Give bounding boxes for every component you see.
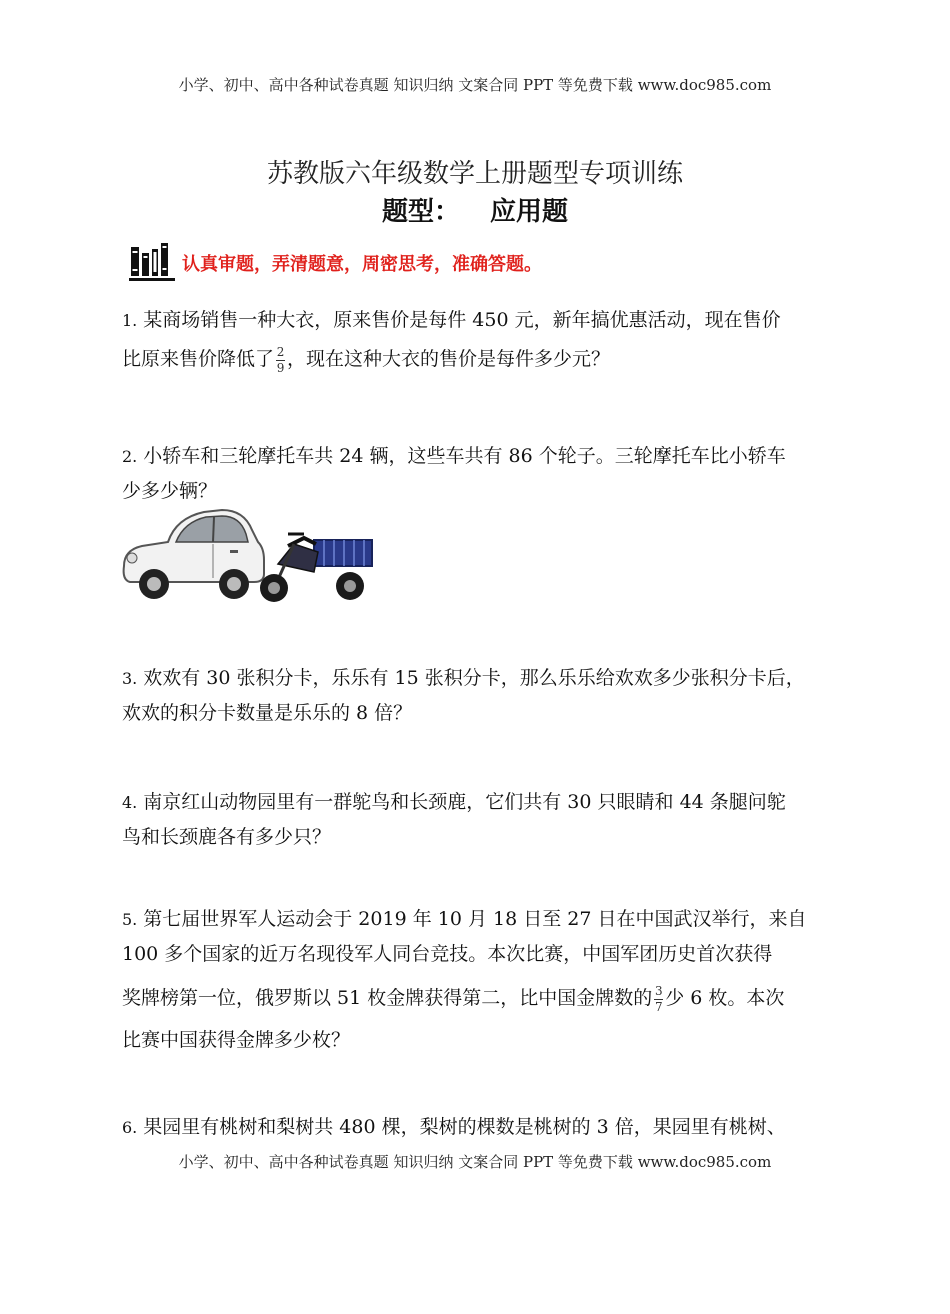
question-text: 南京红山动物园里有一群鸵鸟和长颈鹿，它们共有 30 只眼睛和 44 条腿问鸵 [143,791,786,813]
question-line [122,661,834,696]
question-line [122,981,834,1015]
tricycle-image [260,534,372,602]
question-text: ，现在这种大衣的售价是每件多少元？ [287,348,611,370]
page-header: 小学、初中、高中各种试卷真题 知识归纳 文案合同 PPT 等免费下载 www.doc985.com [178,76,772,94]
question-2 [122,439,834,508]
question-5 [122,902,834,1057]
question-number: 5. [122,910,138,929]
question-number: 4. [122,793,138,812]
question-line [122,303,834,338]
subtitle-label: 题型： [381,197,460,227]
question-text: 奖牌榜第一位，俄罗斯以 51 枚金牌获得第二，比中国金牌数的 [122,987,653,1009]
question-number: 3. [122,669,138,688]
question-6 [122,1110,834,1145]
books-icon [128,238,176,282]
question-1 [122,303,834,376]
fraction-denominator: 7 [654,999,663,1014]
question-text: 第七届世界军人运动会于 2019 年 10 月 18 日至 27 日在中国武汉举行，来自 [143,908,807,930]
car-image [124,510,264,599]
question-text: 欢欢有 30 张积分卡，乐乐有 15 张积分卡，那么乐乐给欢欢多少张积分卡后， [143,667,805,689]
subtitle-value: 应用题 [490,197,569,227]
question-text: 果园里有桃树和梨树共 480 棵，梨树的棵数是桃树的 3 倍，果园里有桃树、 [143,1116,786,1138]
question-4 [122,785,834,854]
question-line: 欢欢的积分卡数量是乐乐的 8 倍？ [122,702,413,724]
page-footer: 小学、初中、高中各种试卷真题 知识归纳 文案合同 PPT 等免费下载 www.doc985.com [178,1153,772,1171]
question-line [122,902,834,937]
question-line [122,785,834,820]
page-subtitle [0,191,950,228]
fraction-numerator: 3 [654,983,663,998]
vehicles-illustration [118,500,374,608]
question-text: 少 6 枚。本次 [665,987,785,1009]
question-text: 比原来售价降低了 [122,348,275,370]
question-line: 比赛中国获得金牌多少枚？ [122,1029,351,1051]
fraction-numerator: 2 [276,344,285,359]
question-line [122,1110,834,1145]
question-number: 6. [122,1118,138,1137]
question-line [122,342,834,376]
question-number: 2. [122,447,138,466]
question-number: 1. [122,311,138,330]
question-3 [122,661,834,730]
fraction [276,346,285,375]
question-line: 鸟和长颈鹿各有多少只？ [122,826,332,848]
question-text: 小轿车和三轮摩托车共 24 辆，这些车共有 86 个轮子。三轮摩托车比小轿车 [143,445,786,467]
fraction-denominator: 9 [276,360,285,375]
question-text: 某商场销售一种大衣，原来售价是每件 450 元，新年搞优惠活动，现在售价 [143,309,781,331]
page-title: 苏教版六年级数学上册题型专项训练 [266,159,683,189]
instruction-text: 认真审题，弄清题意，周密思考，准确答题。 [182,254,542,275]
question-line: 100 多个国家的近万名现役军人同台竞技。本次比赛，中国军团历史首次获得 [122,943,773,965]
question-line: 少多少辆？ [122,480,218,502]
fraction [654,985,663,1014]
question-line [122,439,834,474]
